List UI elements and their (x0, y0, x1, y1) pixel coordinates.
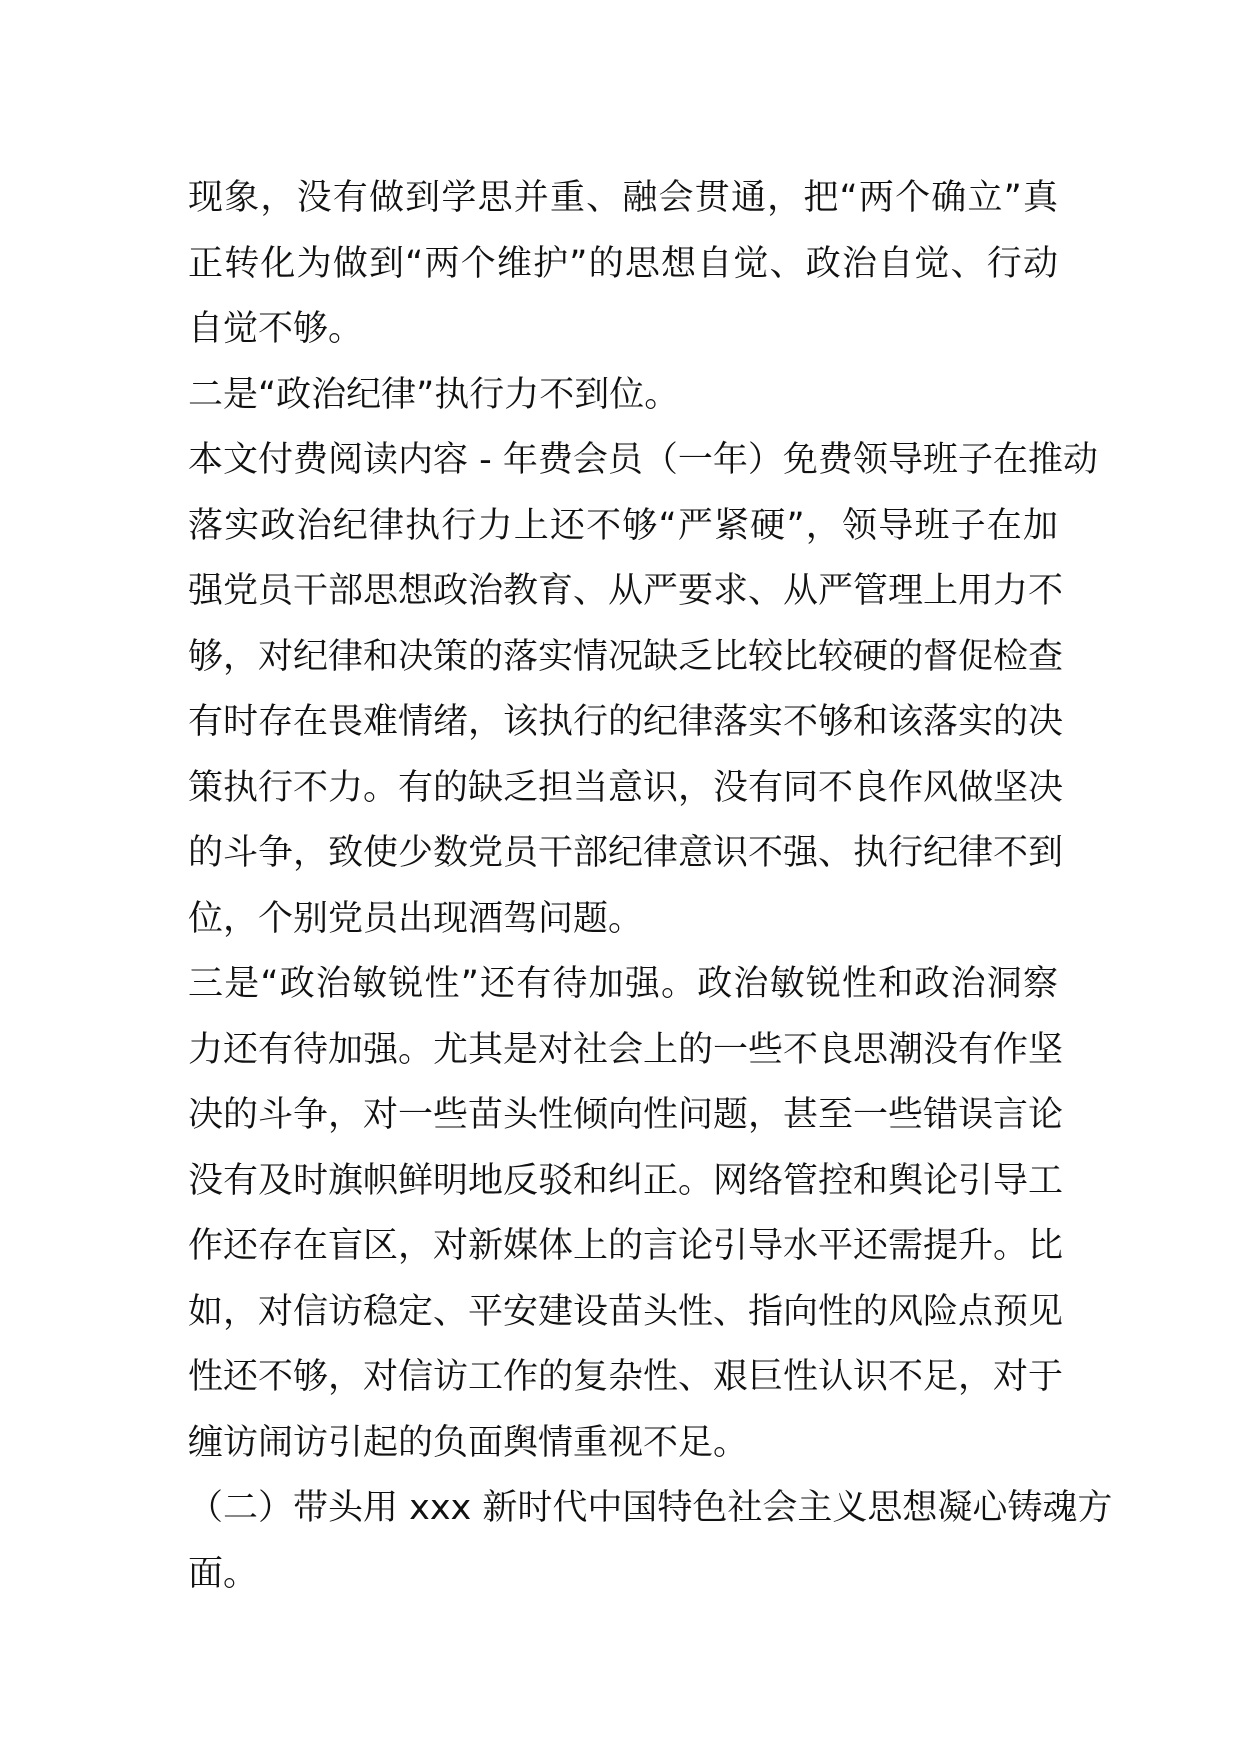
document-page (188, 166, 1113, 1607)
section-heading-political-discipline: 二是“政治纪律”执行力不到位。 (188, 374, 680, 415)
text-line-9: 有时存在畏难情绪，该执行的纪律落实不够和该落实的决 (188, 702, 1064, 742)
text-line-1: 现象，没有做到学思并重、融会贯通，把“两个确立”真 (188, 178, 1058, 218)
text-line-5: 本文付费阅读内容 - 年费会员（一年）免费领导班子在推动 (188, 440, 1098, 480)
text-line-16: 没有及时旗帜鲜明地反驳和纠正。网络管控和舆论引导工 (188, 1160, 1064, 1201)
text-line-10: 策执行不力。有的缺乏担当意识，没有同不良作风做坚决 (188, 767, 1064, 808)
section-heading-political-sensitivity: 三是“政治敏锐性”还有待加强。政治敏锐性和政治洞察 (188, 964, 1058, 1004)
text-line-14: 力还有待加强。尤其是对社会上的一些不良思潮没有作坚 (188, 1029, 1064, 1070)
text-line-7: 强党员干部思想政治教育、从严要求、从严管理上用力不 (188, 571, 1064, 611)
text-line-2: 正转化为做到“两个维护”的思想自觉、政治自觉、行动 (188, 243, 1058, 284)
text-line-22: 面。 (188, 1553, 259, 1594)
text-line-19: 性还不够，对信访工作的复杂性、艰巨性认识不足，对于 (188, 1357, 1064, 1397)
text-line-11: 的斗争，致使少数党员干部纪律意识不强、执行纪律不到 (188, 833, 1064, 873)
text-line-3: 自觉不够。 (188, 309, 364, 349)
text-line-12: 位，个别党员出现酒驾问题。 (188, 898, 644, 939)
text-line-17: 作还存在盲区，对新媒体上的言论引导水平还需提升。比 (188, 1226, 1064, 1266)
text-line-15: 决的斗争，对一些苗头性倾向性问题，甚至一些错误言论 (188, 1095, 1064, 1135)
text-line-20: 缠访闹访引起的负面舆情重视不足。 (188, 1422, 749, 1463)
section-heading-2: （二）带头用 xxx 新时代中国特色社会主义思想凝心铸魂方 (188, 1488, 1113, 1528)
text-line-8: 够，对纪律和决策的落实情况缺乏比较比较硬的督促检查 (188, 636, 1064, 677)
text-line-18: 如，对信访稳定、平安建设苗头性、指向性的风险点预见 (188, 1291, 1064, 1332)
text-line-6: 落实政治纪律执行力上还不够“严紧硬”，领导班子在加 (188, 505, 1058, 546)
